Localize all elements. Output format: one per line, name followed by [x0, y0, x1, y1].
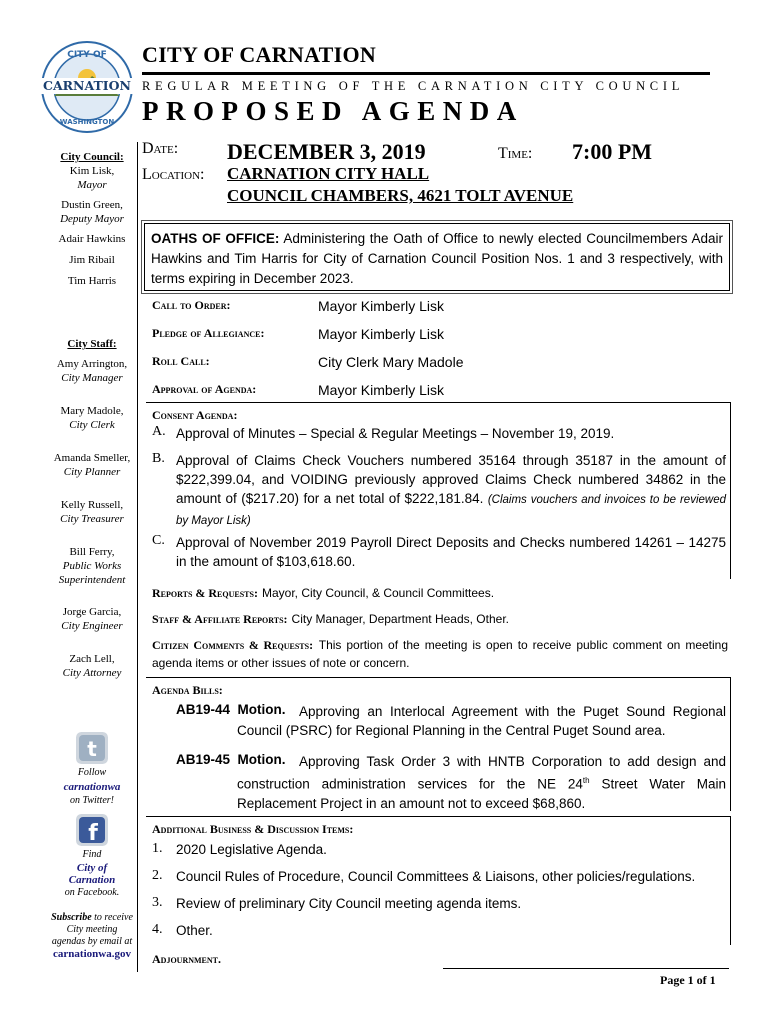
meeting-time: 7:00 PM — [572, 139, 653, 164]
staff-heading: City Staff: — [67, 338, 117, 350]
ab1-motion: Motion. — [237, 702, 286, 717]
oaths-text: Administering the Oath of Office to newly elected Councilmembers Adair Hawkins and Tim Harris for City of Carnation Council Position Nos. 1 and 3 respectively, with terms expiring in December 2023. — [151, 231, 723, 286]
approval-value: Mayor Kimberly Lisk — [318, 382, 445, 398]
additional-item-num: 1. — [152, 841, 163, 856]
council-member-role: Deputy Mayor — [60, 213, 124, 225]
twitter-on: on Twitter! — [70, 795, 114, 806]
meeting-date: DECEMBER 3, 2019 — [227, 139, 426, 164]
staff-role: City Manager — [61, 372, 123, 384]
consent-c-letter: C. — [152, 533, 165, 548]
subscribe-site-link[interactable]: carnationwa.gov — [53, 948, 131, 960]
staff-reports-label: Staff & Affiliate Reports: — [152, 612, 288, 626]
consent-b-block — [176, 451, 726, 531]
additional-item-num: 3. — [152, 895, 163, 910]
staff-role: City Attorney — [62, 667, 122, 679]
council-member-name: Tim Harris — [67, 275, 117, 287]
agenda-bills-heading: Agenda Bills: — [152, 683, 223, 697]
staff-name: Zach Lell, — [69, 653, 115, 665]
seal-top-text: CITY OF — [67, 50, 107, 60]
svg-text:t: t — [87, 737, 97, 761]
staff-role: City Planner — [63, 466, 121, 478]
location-line-2: COUNCIL CHAMBERS, 4621 TOLT AVENUE — [227, 186, 574, 205]
council-heading: City Council: — [60, 151, 124, 163]
reports-row — [152, 584, 494, 602]
ab1-text: Approving an Interlocal Agreement with the Puget Sound Regional Council (PSRC) for Regional Planning in the Central Puget Sound area. — [237, 704, 726, 738]
staff-name: Mary Madole, — [60, 405, 124, 417]
twitter-follow: Follow — [77, 767, 107, 778]
staff-name: Kelly Russell, — [60, 499, 124, 511]
meeting-subtitle: REGULAR MEETING OF THE CARNATION CITY COUNCIL — [142, 79, 685, 93]
seal-middle-text: CARNATION — [43, 78, 131, 93]
ab2-text — [237, 752, 726, 813]
agenda-title: PROPOSED AGENDA — [142, 96, 524, 126]
consent-c-text: Approval of November 2019 Payroll Direct Deposits and Checks numbered 14261 – 14275 in the amount of $103,618.60. — [176, 535, 726, 569]
ab2-text-a: Approving Task Order 3 with HNTB Corporation to add design and construction administration services for the NE 24 — [237, 754, 726, 792]
citizen-comments-label: Citizen Comments & Requests: — [152, 638, 314, 652]
staff-role: City Clerk — [69, 419, 115, 431]
council-member-name: Jim Ribail — [69, 254, 115, 266]
additional-heading: Additional Business & Discussion Items: — [152, 822, 354, 836]
ab2-num: AB19-45 — [176, 752, 231, 767]
additional-item-num: 4. — [152, 922, 163, 937]
consent-b-note: (Claims vouchers and invoices to be reviewed by Mayor Lisk) — [176, 494, 726, 527]
seal-bottom-text: WASHINGTON — [59, 118, 115, 126]
council-member-name: Kim Lisk, — [69, 165, 115, 177]
roll-call-value: City Clerk Mary Madole — [318, 354, 464, 370]
sidebar-divider — [137, 142, 138, 972]
pledge-label: Pledge of Allegiance: — [152, 326, 265, 340]
facebook-page-name[interactable]: City of Carnation — [68, 862, 116, 886]
pledge-value: Mayor Kimberly Lisk — [318, 326, 445, 342]
location-line-1: CARNATION CITY HALL — [227, 164, 430, 183]
twitter-handle[interactable]: carnationwa — [63, 781, 121, 793]
twitter-icon[interactable] — [76, 732, 108, 764]
staff-role: City Engineer — [61, 620, 123, 632]
consent-a-letter: A. — [152, 424, 166, 439]
city-name: CITY OF CARNATION — [142, 42, 377, 67]
call-to-order-value: Mayor Kimberly Lisk — [318, 298, 445, 314]
ab1-num: AB19-44 — [176, 702, 231, 717]
twitter-block[interactable] — [50, 732, 134, 808]
page-number: Page 1 of 1 — [660, 973, 716, 987]
staff-reports-row — [152, 610, 509, 628]
ab2-sup: th — [582, 776, 590, 785]
council-member-name: Dustin Green, — [61, 199, 123, 211]
staff-role: City Treasurer — [60, 513, 124, 525]
facebook-block[interactable] — [50, 814, 134, 900]
facebook-on: on Facebook. — [64, 887, 120, 898]
additional-item-num: 2. — [152, 868, 163, 883]
subscribe-text: to receive City meeting agendas by email at — [51, 912, 133, 947]
additional-item-text: 2020 Legislative Agenda. — [176, 842, 327, 857]
svg-text:f: f — [88, 821, 98, 846]
consent-b-text: Approval of Claims Check Vouchers numbered 35164 through 35187 in the amount of $222,399.04, and VOIDING previously approved Claims Check numbered 34862 in the amount of ($217.20) for a net total of $222,181.84. — [176, 453, 726, 506]
citizen-comments-row — [152, 636, 728, 672]
staff-name: Jorge Garcia, — [62, 606, 122, 618]
staff-name: Amy Arrington, — [56, 358, 128, 370]
city-seal-logo — [40, 40, 134, 134]
ab2-motion: Motion. — [237, 752, 286, 767]
staff-role: Public Works Superintendent — [58, 560, 126, 586]
staff-reports-text: City Manager, Department Heads, Other. — [291, 612, 509, 626]
council-member-role: Mayor — [77, 179, 107, 191]
consent-a-text: Approval of Minutes – Special & Regular Meetings – November 19, 2019. — [176, 426, 615, 441]
staff-name: Bill Ferry, — [69, 546, 115, 558]
roll-call-label: Roll Call: — [152, 354, 210, 368]
consent-b-letter: B. — [152, 451, 165, 466]
oaths-of-office-box — [144, 223, 730, 291]
additional-item-text: Review of preliminary City Council meeting agenda items. — [176, 896, 522, 911]
header-rule — [142, 72, 710, 75]
adjournment: Adjournment. — [152, 952, 221, 966]
call-to-order-label: Call to Order: — [152, 298, 231, 312]
facebook-icon[interactable] — [76, 814, 108, 846]
consent-heading: Consent Agenda: — [152, 408, 238, 422]
location-label: Location: — [142, 166, 205, 183]
subscribe-block — [50, 912, 134, 960]
reports-label: Reports & Requests: — [152, 586, 258, 600]
time-label: Time: — [498, 145, 533, 162]
reports-text: Mayor, City Council, & Council Committees. — [261, 586, 495, 600]
facebook-find: Find — [82, 849, 102, 860]
additional-item-text: Council Rules of Procedure, Council Committees & Liaisons, other policies/regulations. — [176, 869, 696, 884]
footer-rule — [443, 968, 729, 969]
council-member-name: Adair Hawkins — [58, 233, 126, 245]
sidebar — [50, 140, 134, 970]
subscribe-label: Subscribe — [51, 912, 92, 923]
oaths-heading: OATHS OF OFFICE: — [151, 231, 280, 246]
ab2-text-b: Street Water Main Replacement Project in an amount not to exceed $68,860. — [237, 776, 726, 811]
additional-item-text: Other. — [176, 923, 213, 938]
staff-name: Amanda Smeller, — [53, 452, 131, 464]
date-label: Date: — [142, 140, 179, 157]
citizen-comments-text: This portion of the meeting is open to receive public comment on meeting agenda items or other issues of note or concern. — [152, 638, 729, 670]
approval-label: Approval of Agenda: — [152, 382, 257, 396]
